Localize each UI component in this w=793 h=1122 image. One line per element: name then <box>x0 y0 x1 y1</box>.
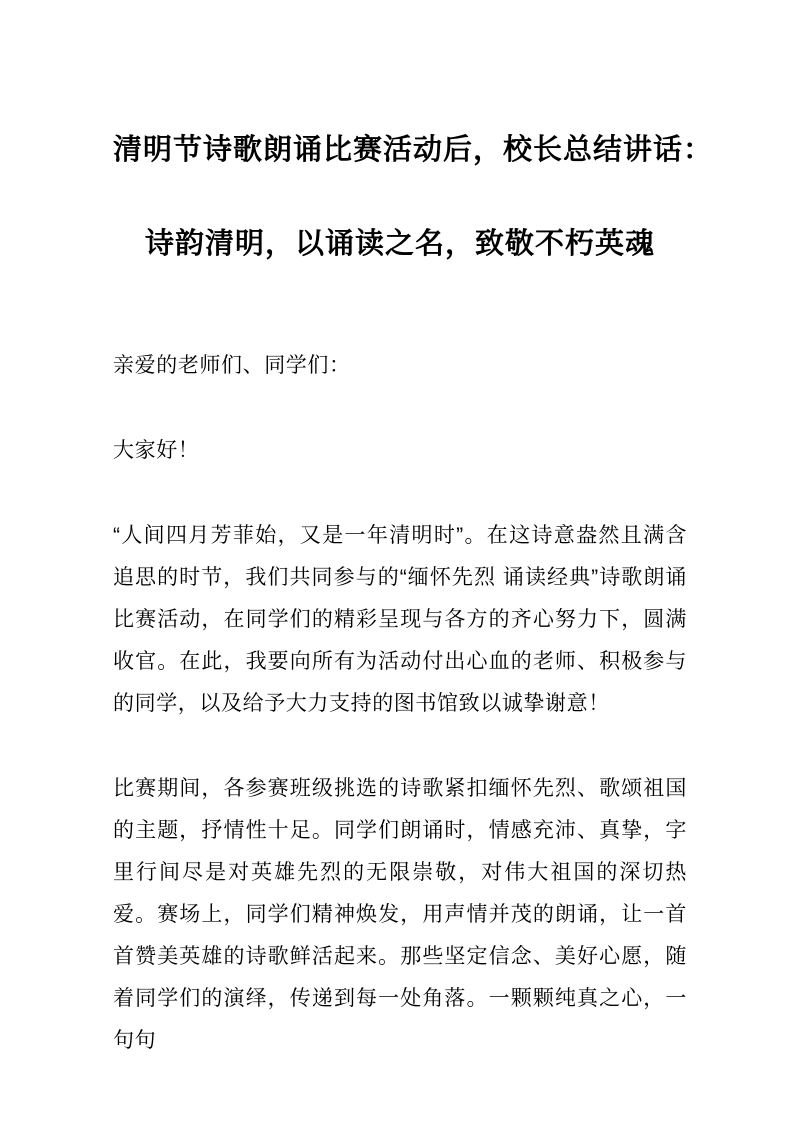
greeting-paragraph: 大家好！ <box>113 439 200 462</box>
document-body <box>113 345 687 1062</box>
salutation-paragraph: 亲爱的老师们、同学们： <box>113 354 351 377</box>
opening-thanks-paragraph: “人间四月芳菲始，又是一年清明时”。在这诗意盎然且满含追思的时节，我们共同参与的“缅怀先烈 诵读经典”诗歌朗诵比赛活动，在同学们的精彩呈现与各方的齐心努力下，圆满收官。在此，我要向所有为活动付出心血的老师、积极参与的同学，以及给予大力支持的图书馆致以诚挚谢意！ <box>113 524 687 715</box>
competition-review-paragraph: 比赛期间，各参赛班级挑选的诗歌紧扣缅怀先烈、歌颂祖国的主题，抒情性十足。同学们朗诵时，情感充沛、真挚，字里行间尽是对英雄先烈的无限崇敬，对伟大祖国的深切热爱。赛场上，同学们精神焕发，用声情并茂的朗诵，让一首首赞美英雄的诗歌鲜活起来。那些坚定信念、美好心愿，随着同学们的演绎，传递到每一处角落。一颗颗纯真之心，一句句 <box>113 777 687 1052</box>
title-line-2: 诗韵清明，以诵读之名，致敬不朽英魂 <box>144 228 655 260</box>
document-title <box>113 103 714 291</box>
title-line-1: 清明节诗歌朗诵比赛活动后，校长总结讲话： <box>113 134 714 166</box>
